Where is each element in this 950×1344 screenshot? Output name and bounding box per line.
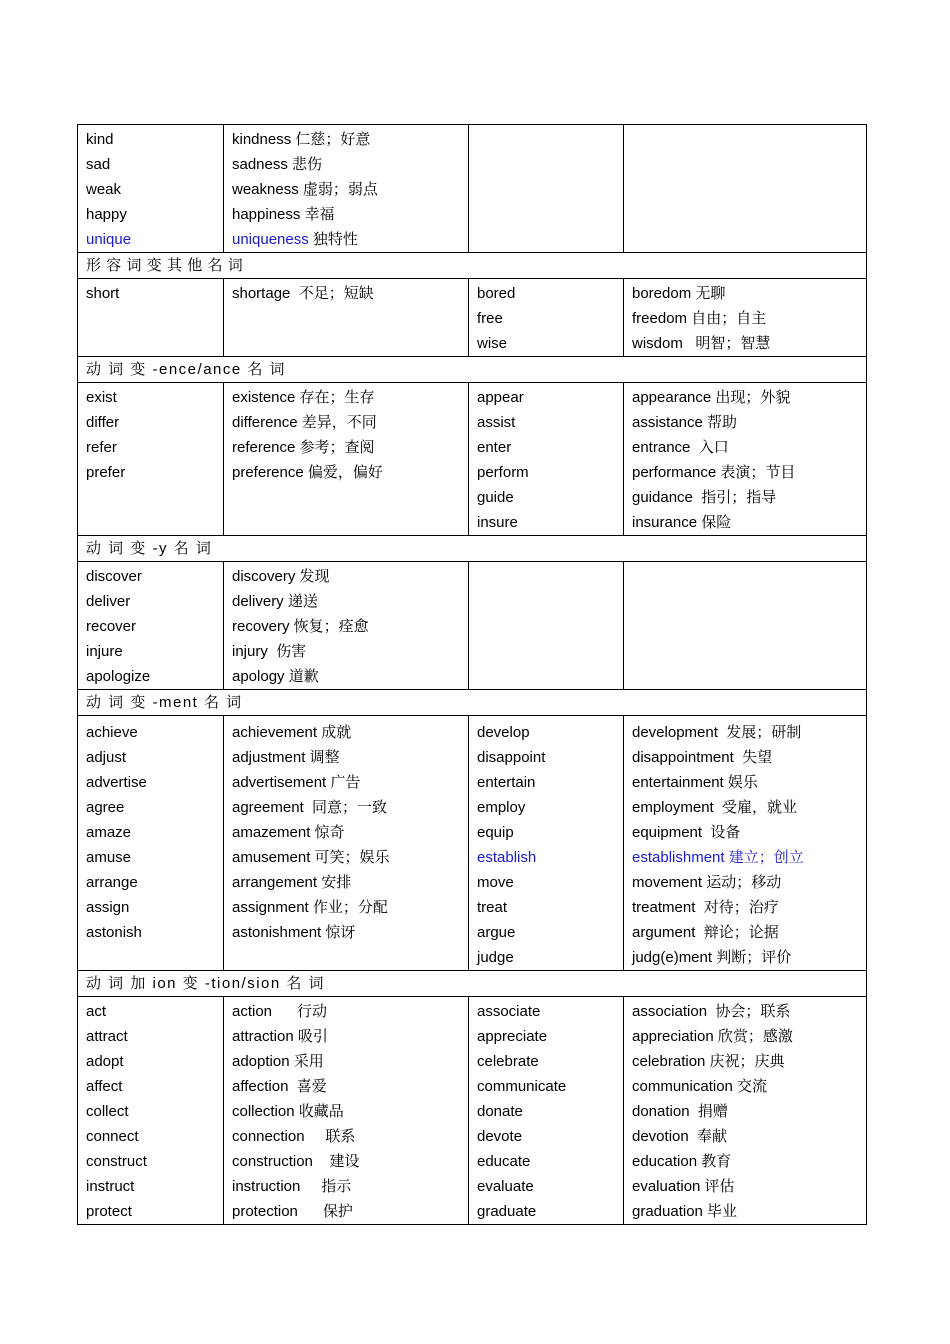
word: apologize [86,668,151,685]
section-3-header-row [78,536,867,562]
noun-cell [624,562,867,690]
noun-cell [624,279,867,357]
noun-cell [224,383,469,536]
noun: assistance 帮助 [632,414,738,431]
noun: celebration 庆祝；庆典 [632,1053,785,1070]
noun: sadness 悲伤 [232,156,323,173]
word: entertain [477,774,536,791]
noun-cell [224,125,469,253]
noun: adoption 采用 [232,1053,324,1070]
noun: difference 差异，不同 [232,414,377,431]
word: develop [477,724,530,741]
word: astonish [86,924,142,941]
noun: movement 运动；移动 [632,874,782,891]
word: refer [86,439,117,456]
noun: appreciation 欣赏；感激 [632,1028,793,1045]
word-highlighted: establish [477,849,537,866]
noun: delivery 递送 [232,593,318,610]
word: communicate [477,1078,567,1095]
noun: kindness 仁慈；好意 [232,131,371,148]
noun: protection 保护 [232,1203,353,1220]
word: evaluate [477,1178,534,1195]
word: perform [477,464,529,481]
word: devote [477,1128,523,1145]
noun: development 发展；研制 [632,724,802,741]
vocabulary-table [77,124,867,1225]
word: wise [477,335,508,352]
noun: achievement 成就 [232,724,352,741]
word: disappoint [477,749,546,766]
noun: reference 参考；查阅 [232,439,375,456]
word: sad [86,156,111,173]
noun: donation 捐赠 [632,1103,728,1120]
word: arrange [86,874,138,891]
base-word-cell [78,997,224,1225]
word: instruct [86,1178,135,1195]
noun: injury 伤害 [232,643,307,660]
noun-highlighted-word: uniqueness [232,231,309,248]
noun-cell [224,279,469,357]
noun: action 行动 [232,1003,328,1020]
noun: recovery 恢复；痊愈 [232,618,369,635]
noun-cell [224,716,469,971]
word: attract [86,1028,128,1045]
section-3-row [78,562,867,690]
base-word-cell [469,383,624,536]
noun-cell [624,383,867,536]
word: exist [86,389,117,406]
noun-cell [224,997,469,1225]
word: enter [477,439,512,456]
section-header: 形容词变其他名词 [78,253,867,279]
noun: appearance 出现；外貌 [632,389,791,406]
noun: judg(e)ment 判断；评价 [632,949,792,966]
word: collect [86,1103,129,1120]
noun: advertisement 广告 [232,774,361,791]
noun: freedom 自由；自主 [632,310,767,327]
noun: entrance 入口 [632,439,729,456]
noun: employment 受雇，就业 [632,799,798,816]
word: appear [477,389,524,406]
noun: preference 偏爱，偏好 [232,464,383,481]
section-header: 动 词 变 -ment 名 词 [78,690,867,716]
noun: connection 联系 [232,1128,356,1145]
noun: evaluation 评估 [632,1178,735,1195]
word: agree [86,799,125,816]
word: celebrate [477,1053,539,1070]
base-word-cell [78,562,224,690]
word: kind [86,131,114,148]
word: adjust [86,749,127,766]
word: adopt [86,1053,124,1070]
noun: education 教育 [632,1153,732,1170]
word: deliver [86,593,131,610]
base-word-cell [469,125,624,253]
noun: adjustment 调整 [232,749,340,766]
word: amaze [86,824,132,841]
noun: entertainment 娱乐 [632,774,758,791]
base-word-cell [78,383,224,536]
noun: communication 交流 [632,1078,768,1095]
noun-highlighted: establishment 建立；创立 [632,849,804,866]
word: weak [86,181,122,198]
base-word-cell [78,279,224,357]
word: injure [86,643,123,660]
word: discover [86,568,142,585]
section-4-row [78,716,867,971]
section-1-header-row [78,253,867,279]
word: affect [86,1078,123,1095]
word: judge [477,949,514,966]
noun: graduation 毕业 [632,1203,738,1220]
noun: assignment 作业；分配 [232,899,388,916]
section-4-header-row [78,690,867,716]
noun: guidance 指引；指导 [632,489,777,506]
word: graduate [477,1203,537,1220]
word: happy [86,206,127,223]
word: appreciate [477,1028,548,1045]
word: connect [86,1128,139,1145]
word: guide [477,489,514,506]
word: donate [477,1103,523,1120]
word-highlighted: unique [86,231,132,248]
section-header: 动 词 变 -ence/ance 名 词 [78,357,867,383]
section-header: 动 词 加 ion 变 -tion/sion 名 词 [78,971,867,997]
noun: wisdom 明智；智慧 [632,335,771,352]
word: bored [477,285,516,302]
noun: happiness 幸福 [232,206,335,223]
word: treat [477,899,508,916]
noun: affection 喜爱 [232,1078,327,1095]
base-word-cell [78,125,224,253]
word: amuse [86,849,132,866]
section-5-header-row [78,971,867,997]
word: recover [86,618,137,635]
noun: equipment 设备 [632,824,741,841]
section-2-row [78,383,867,536]
section-0-row [78,125,867,253]
word: differ [86,414,120,431]
word: construct [86,1153,147,1170]
word: free [477,310,503,327]
noun-cell [624,125,867,253]
noun: disappointment 失望 [632,749,773,766]
noun: weakness 虚弱；弱点 [232,181,378,198]
word: assist [477,414,516,431]
noun: instruction 指示 [232,1178,352,1195]
word: equip [477,824,514,841]
noun-cell [624,716,867,971]
noun: treatment 对待；治疗 [632,899,779,916]
base-word-cell [469,997,624,1225]
noun: argument 辩论；论据 [632,924,779,941]
noun: amazement 惊奇 [232,824,345,841]
noun-cell [624,997,867,1225]
noun: construction 建设 [232,1153,360,1170]
noun: apology 道歉 [232,668,319,685]
word: protect [86,1203,132,1220]
base-word-cell [78,716,224,971]
word: advertise [86,774,147,791]
section-5-row [78,997,867,1225]
section-1-row [78,279,867,357]
noun: amusement 可笑；娱乐 [232,849,390,866]
noun: association 协会；联系 [632,1003,791,1020]
word: move [477,874,514,891]
word: associate [477,1003,541,1020]
word: act [86,1003,107,1020]
word: educate [477,1153,531,1170]
noun-cell [224,562,469,690]
section-2-header-row [78,357,867,383]
noun: shortage 不足；短缺 [232,285,374,302]
noun: arrangement 安排 [232,874,352,891]
base-word-cell [469,716,624,971]
noun: existence 存在；生存 [232,389,375,406]
noun: attraction 吸引 [232,1028,328,1045]
noun: performance 表演；节目 [632,464,796,481]
base-word-cell [469,279,624,357]
word: insure [477,514,518,531]
noun: astonishment 惊讶 [232,924,356,941]
word: employ [477,799,526,816]
noun: collection 收藏品 [232,1103,344,1120]
base-word-cell [469,562,624,690]
word: argue [477,924,516,941]
noun: discovery 发现 [232,568,330,585]
noun: devotion 奉献 [632,1128,728,1145]
noun: boredom 无聊 [632,285,726,302]
noun: insurance 保险 [632,514,732,531]
section-header: 动 词 变 -y 名 词 [78,536,867,562]
noun: agreement 同意；一致 [232,799,388,816]
word: achieve [86,724,138,741]
word: assign [86,899,130,916]
noun-highlighted: uniqueness 独特性 [232,231,358,248]
word: prefer [86,464,126,481]
word: short [86,285,120,302]
